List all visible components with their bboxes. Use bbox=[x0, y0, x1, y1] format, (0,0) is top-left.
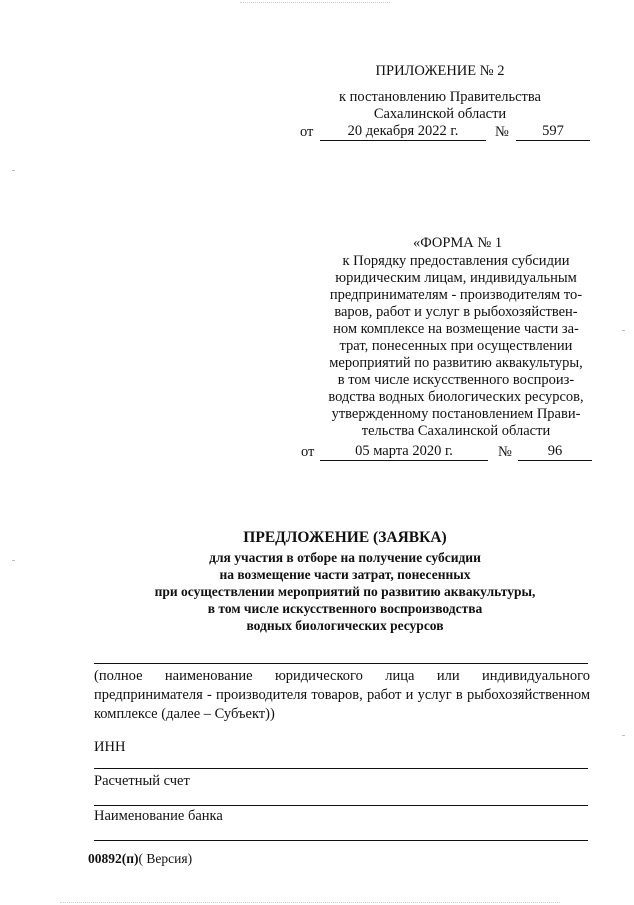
form-line: предпринимателям - производителям то- bbox=[329, 287, 583, 303]
form-number-label: № bbox=[498, 444, 512, 460]
heading-line: на возмещение части затрат, понесенных bbox=[219, 567, 471, 582]
document-title: ПРЕДЛОЖЕНИЕ (ЗАЯВКА) bbox=[243, 529, 447, 546]
appendix-number-label: № bbox=[495, 124, 509, 140]
form-date-underline bbox=[320, 460, 488, 461]
heading-line: в том числе искусственного воспроизводства bbox=[207, 601, 483, 616]
form-line: к Порядку предоставления субсидии bbox=[342, 253, 570, 269]
appendix-number-underline bbox=[516, 140, 590, 141]
form-title: «ФОРМА № 1 bbox=[413, 235, 503, 251]
account-label: Расчетный счет bbox=[94, 773, 190, 789]
form-line: мероприятий по развитию аквакультуры, bbox=[329, 355, 583, 371]
account-field[interactable] bbox=[94, 805, 588, 806]
heading-line: для участия в отборе на получение субсидии bbox=[209, 550, 481, 565]
appendix-title: ПРИЛОЖЕНИЕ № 2 bbox=[375, 63, 505, 79]
form-line: в том числе искусственного воспроиз- bbox=[337, 372, 575, 388]
form-line: тельства Сахалинской области bbox=[361, 423, 551, 439]
form-line: ном комплексе на возмещение части за- bbox=[333, 321, 579, 337]
scan-mark bbox=[12, 170, 15, 171]
bank-label: Наименование банка bbox=[94, 808, 223, 824]
appendix-from-label: от bbox=[300, 124, 314, 140]
form-line: юридическим лицам, индивидуальным bbox=[335, 270, 577, 286]
form-line: варов, работ и услуг в рыбохозяйствен- bbox=[334, 304, 578, 320]
form-line: водства водных биологических ресурсов, bbox=[328, 389, 584, 405]
subject-name-hint: (полное наименование юридического лица или индивидуального предпринимателя - производителя товаров, работ и услуг в рыбохозяйственном комплексе (далее – Субъект)) bbox=[94, 668, 590, 722]
bank-field[interactable] bbox=[94, 840, 588, 841]
form-code: 00892(п) bbox=[88, 851, 139, 866]
heading-line: при осуществлении мероприятий по развитию аквакультуры, bbox=[154, 584, 536, 599]
form-from-label: от bbox=[301, 444, 315, 460]
inn-field[interactable] bbox=[94, 768, 588, 769]
form-line: утвержденному постановлением Прави- bbox=[331, 406, 581, 422]
form-number: 96 bbox=[547, 443, 563, 459]
heading-line: водных биологических ресурсов bbox=[246, 618, 444, 633]
scan-mark bbox=[622, 330, 625, 331]
appendix-line-2: Сахалинской области bbox=[373, 106, 507, 122]
appendix-date-underline bbox=[320, 140, 486, 141]
form-line: трат, понесенных при осуществлении bbox=[339, 338, 573, 354]
subject-name-field[interactable] bbox=[94, 663, 588, 664]
scan-edge-top bbox=[240, 2, 390, 3]
scan-edge-bottom bbox=[60, 902, 560, 903]
version-label: ( Версия) bbox=[138, 851, 193, 866]
appendix-number: 597 bbox=[542, 123, 564, 139]
appendix-date: 20 декабря 2022 г. bbox=[347, 123, 459, 139]
appendix-line-1: к постановлению Правительства bbox=[339, 89, 541, 105]
form-date: 05 марта 2020 г. bbox=[355, 443, 453, 459]
form-number-underline bbox=[518, 460, 592, 461]
inn-label: ИНН bbox=[94, 739, 126, 755]
footer-code bbox=[88, 851, 192, 867]
scan-mark bbox=[622, 735, 625, 736]
